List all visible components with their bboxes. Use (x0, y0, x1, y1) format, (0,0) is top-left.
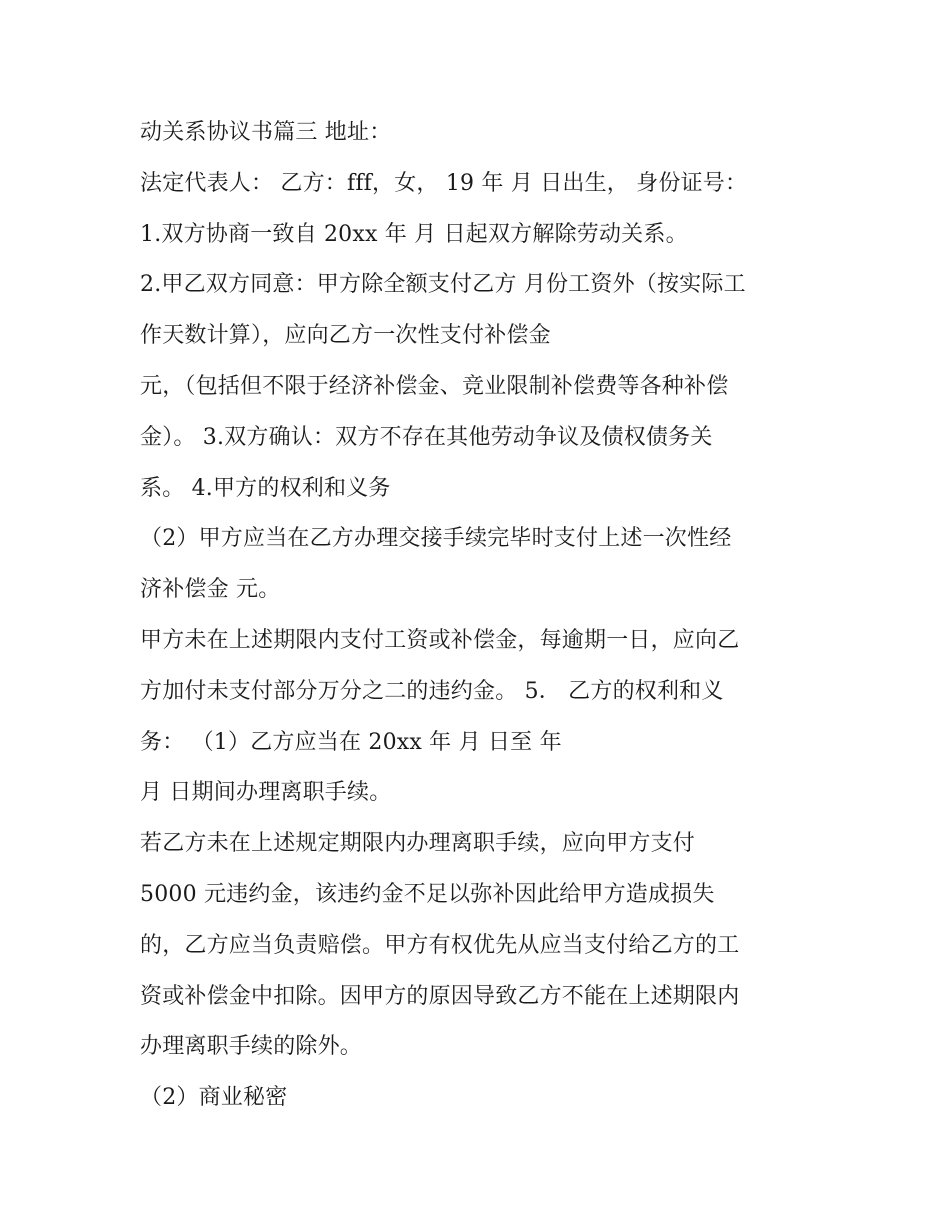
text-line: 甲方未在上述期限内支付工资或补偿金，每逾期一日，应向乙 (140, 627, 740, 653)
text-line: 金）。 3.双方确认：双方不存在其他劳动争议及债权债务关 (140, 424, 713, 450)
text-line: 1.双方协商一致自 20xx 年 月 日起双方解除劳动关系。 (140, 221, 688, 247)
text-line: 元，（包括但不限于经济补偿金、竞业限制补偿费等各种补偿 (140, 373, 729, 399)
text-line: 2.甲乙双方同意：甲方除全额支付乙方 月份工资外（按实际工 (140, 272, 746, 298)
text-line: 济补偿金 元。 (140, 577, 281, 603)
text-line: 系。 4.甲方的权利和义务 (140, 475, 391, 501)
text-line: 作天数计算），应向乙方一次性支付补偿金 (140, 323, 551, 349)
document-body (140, 108, 820, 1124)
text-line: （2）商业秘密 (140, 1085, 288, 1111)
text-line: 务： （1）乙方应当在 20xx 年 月 日至 年 (140, 729, 562, 755)
text-line: 5000 元违约金，该违约金不足以弥补因此给甲方造成损失 (140, 881, 715, 907)
text-line: 若乙方未在上述规定期限内办理离职手续，应向甲方支付 (140, 831, 696, 857)
text-line: 办理离职手续的除外。 (140, 1034, 363, 1060)
text-line: 动关系协议书篇三 地址： (140, 120, 392, 145)
text-line: （2）甲方应当在乙方办理交接手续完毕时支付上述一次性经 (140, 526, 732, 552)
text-line: 月 日期间办理离职手续。 (140, 780, 392, 806)
text-line: 资或补偿金中扣除。因甲方的原因导致乙方不能在上述期限内 (140, 983, 740, 1009)
text-line: 法定代表人： 乙方：fff，女， 19 年 月 日出生， 身份证号： (140, 170, 748, 196)
text-line: 方加付未支付部分万分之二的违约金。 5． 乙方的权利和义 (140, 678, 724, 704)
text-line: 的，乙方应当负责赔偿。甲方有权优先从应当支付给乙方的工 (140, 932, 740, 958)
